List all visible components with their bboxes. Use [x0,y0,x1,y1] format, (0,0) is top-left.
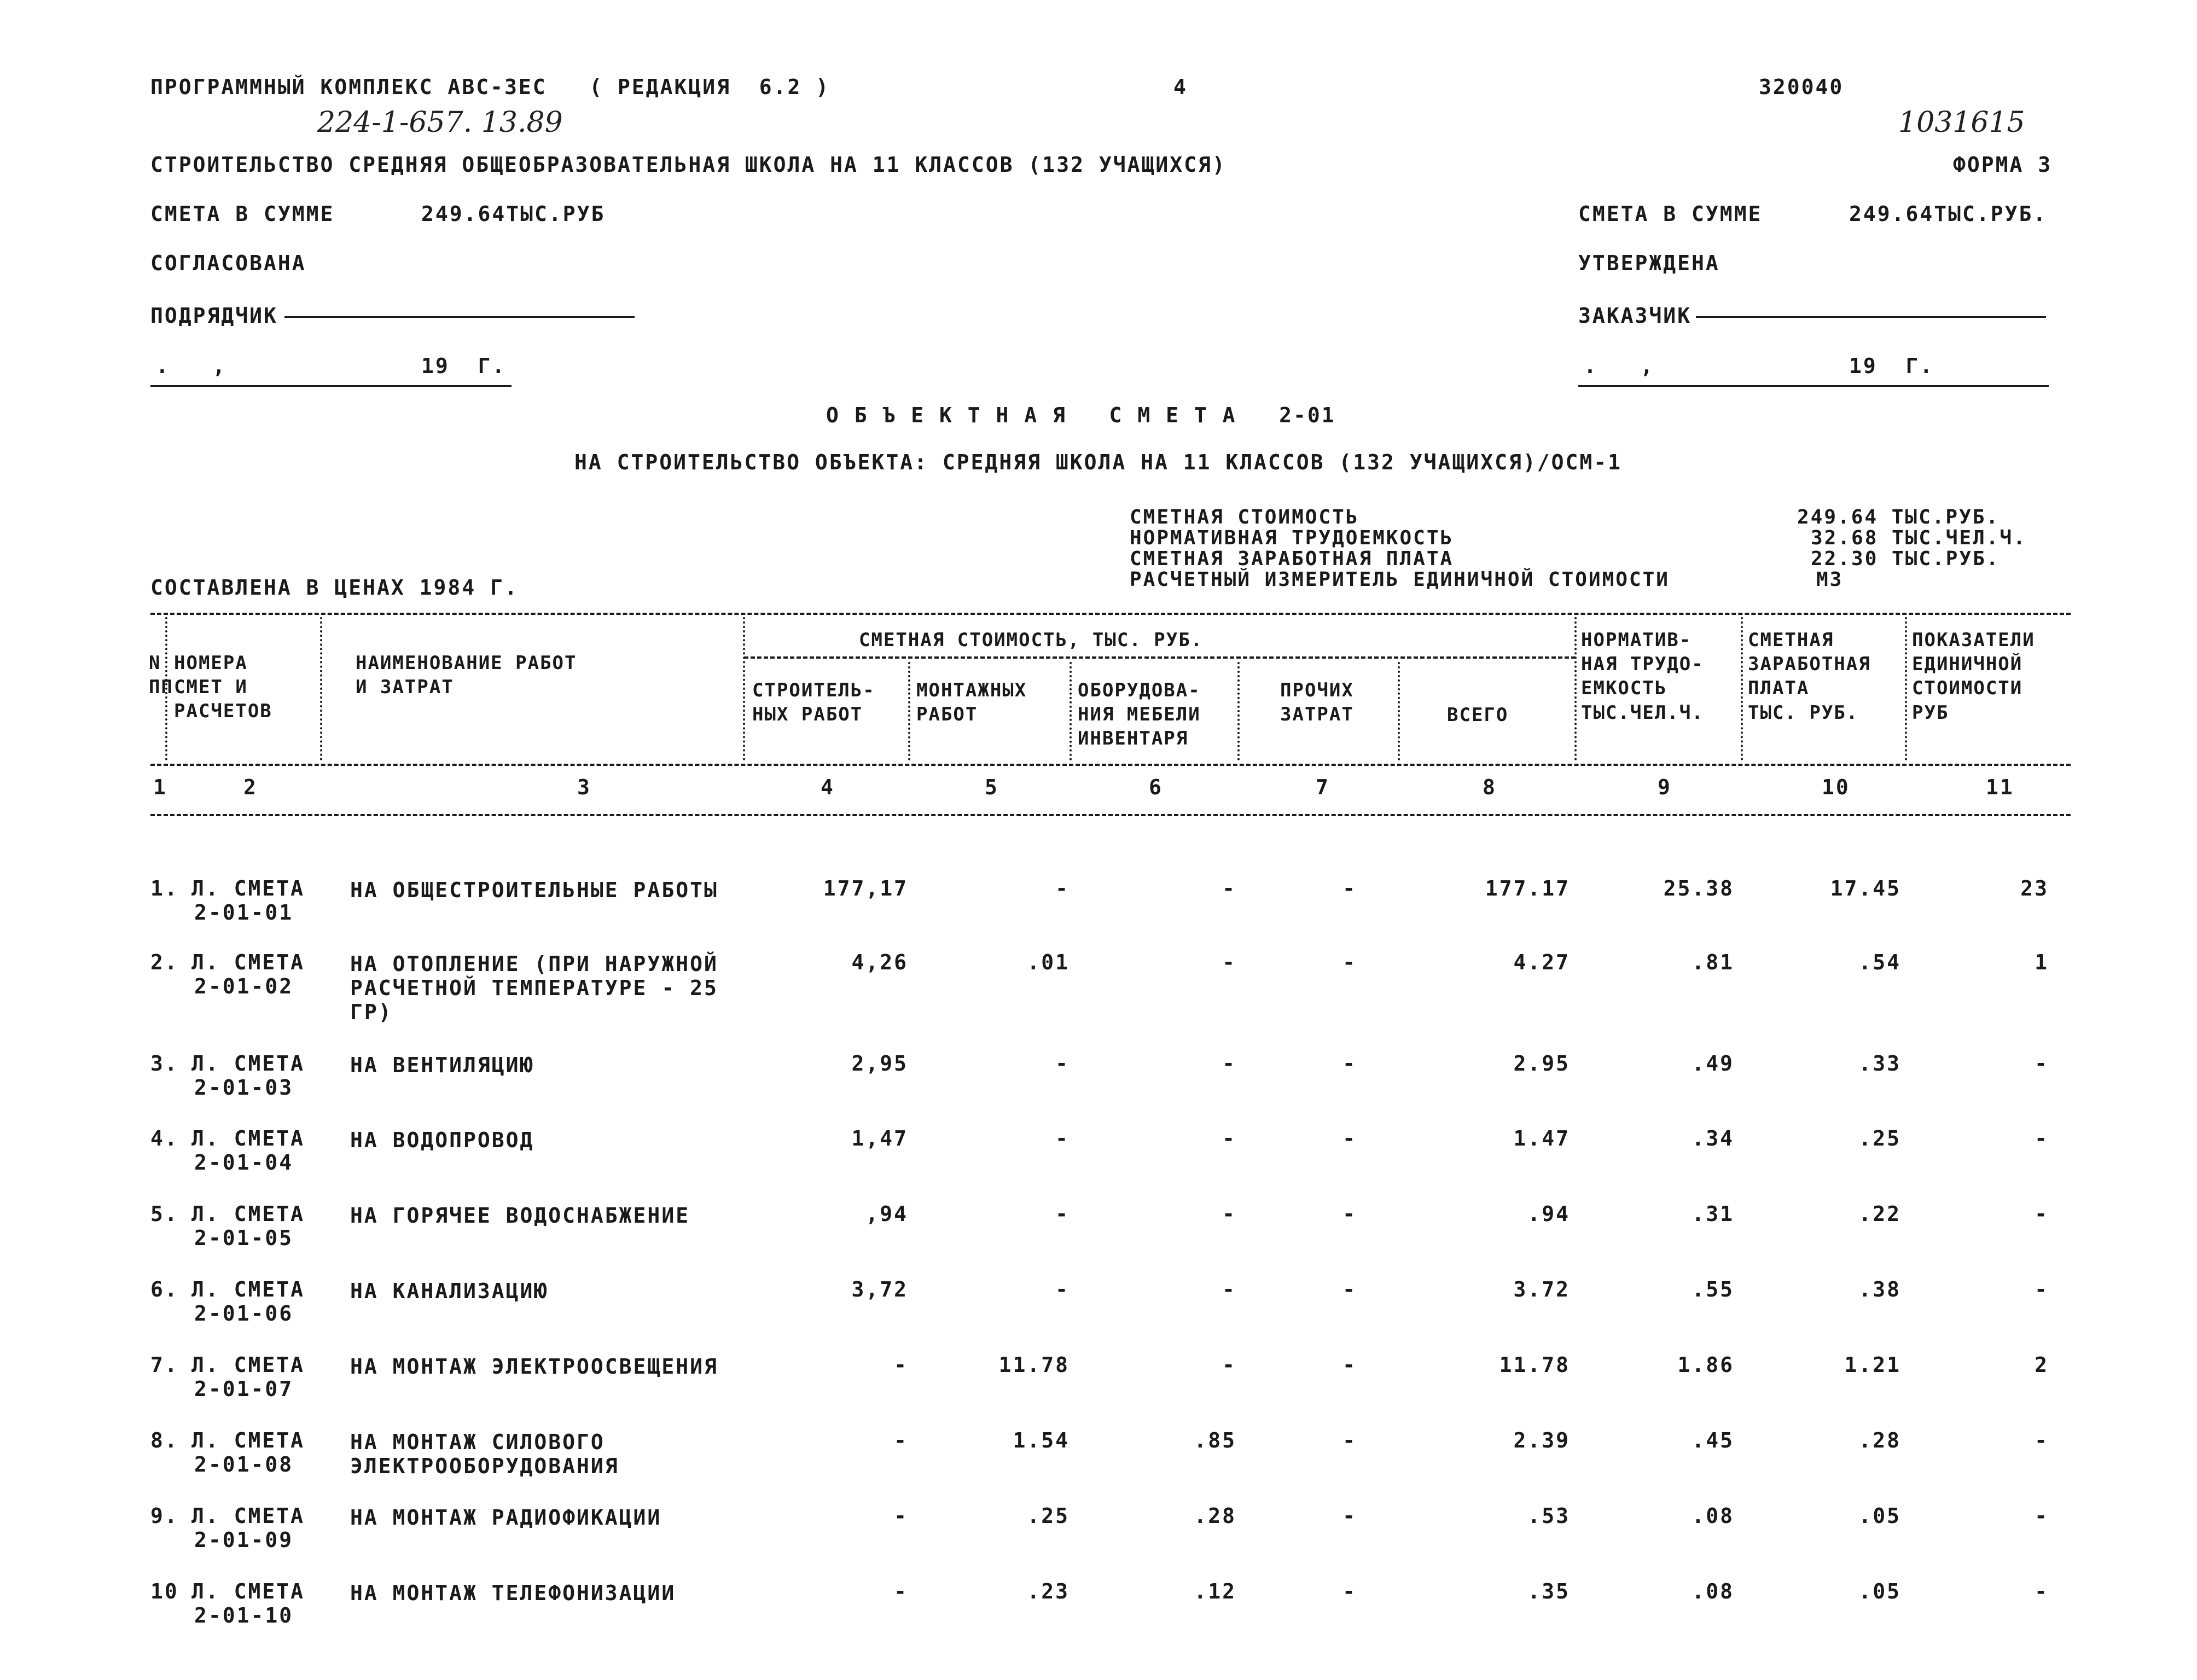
row-value-c10: .54 [1858,950,1901,974]
row-value-c11: - [2035,1504,2049,1528]
summary-value-cost: 249.64 ТЫС.РУБ. [1797,506,2000,528]
row-number: 2. [150,950,179,974]
row-value-c8: 1.47 [1513,1126,1570,1150]
left-sum-label: СМЕТА В СУММЕ [150,202,335,226]
row-estimate-code: 2-01-05 [194,1226,294,1250]
row-value-c8: 11.78 [1499,1353,1570,1377]
handwritten-inventory-number: 1031615 [1898,106,2025,139]
col-header-name: НАИМЕНОВАНИЕ РАБОТ И ЗАТРАТ [356,652,577,699]
row-value-c4: 2,95 [851,1051,908,1076]
row-value-c7: - [1342,1428,1357,1452]
row-work-name: НА ВОДОПРОВОД [350,1128,534,1152]
row-value-c5: - [1055,1051,1070,1076]
col-header-cost-group: СМЕТНАЯ СТОИМОСТЬ, ТЫС. РУБ. [859,629,1204,651]
row-doc-type: Л. СМЕТА [191,1353,305,1377]
left-date: . , [156,354,227,378]
row-estimate-code: 2-01-07 [194,1377,294,1401]
row-value-c9: .81 [1692,950,1734,974]
row-value-c8: .53 [1527,1504,1570,1528]
row-number: 1. [150,876,179,900]
row-value-c7: - [1342,1277,1357,1301]
right-date-line [1578,385,2049,387]
row-value-c8: 2.39 [1513,1428,1570,1452]
document-code: 320040 [1759,75,1844,99]
row-doc-type: Л. СМЕТА [191,1202,305,1226]
row-value-c6: - [1222,1051,1236,1076]
row-value-c11: - [2035,1277,2049,1301]
col-sep [1741,617,1743,760]
summary-value-measure: М3 [1816,568,1844,591]
row-value-c10: .28 [1858,1428,1901,1452]
row-work-name: НА МОНТАЖ СИЛОВОГО ЭЛЕКТРООБОРУДОВАНИЯ [350,1430,619,1478]
row-doc-type: Л. СМЕТА [191,1051,305,1076]
row-estimate-code: 2-01-08 [194,1452,294,1476]
contractor-label: ПОДРЯДЧИК [150,304,278,328]
column-number: 4 [821,775,835,799]
row-number: 10 [150,1579,179,1603]
row-doc-type: Л. СМЕТА [191,1428,305,1452]
customer-label: ЗАКАЗЧИК [1578,304,1692,328]
row-number: 5. [150,1202,179,1226]
column-number: 11 [1986,775,2014,799]
left-year: 19 Г. [421,354,507,378]
row-number: 9. [150,1504,179,1528]
column-number: 8 [1483,775,1497,799]
row-value-c5: - [1055,1277,1070,1301]
right-sum-label: СМЕТА В СУММЕ [1578,202,1763,226]
col-header-other: ПРОЧИХ ЗАТРАТ [1280,679,1354,726]
row-work-name: НА ГОРЯЧЕЕ ВОДОСНАБЖЕНИЕ [350,1204,690,1228]
program-info: ПРОГРАММНЫЙ КОМПЛЕКС АВС-3ЕС ( РЕДАКЦИЯ 6.2 ) [150,75,830,99]
row-doc-type: Л. СМЕТА [191,1126,305,1150]
row-value-c7: - [1342,1126,1357,1150]
row-doc-type: Л. СМЕТА [191,1579,305,1603]
row-value-c7: - [1342,1051,1357,1076]
row-value-c10: 17.45 [1830,876,1901,900]
row-doc-type: Л. СМЕТА [191,1504,305,1528]
summary-label-labor: НОРМАТИВНАЯ ТРУДОЕМКОСТЬ [1130,527,1454,549]
column-number: 9 [1658,775,1672,799]
col-sep [1070,662,1072,760]
row-value-c10: 1.21 [1844,1353,1901,1377]
row-value-c8: 4.27 [1513,950,1570,974]
row-value-c5: 1.54 [1013,1428,1070,1452]
column-number: 1 [153,775,167,799]
col-sep [1398,662,1400,760]
col-header-indicator: ПОКАЗАТЕЛИ ЕДИНИЧНОЙ СТОИМОСТИ РУБ [1912,629,2035,724]
row-value-c9: 25.38 [1663,876,1734,900]
row-value-c7: - [1342,1579,1357,1603]
row-value-c5: - [1055,1126,1070,1150]
row-value-c11: - [2035,1202,2049,1226]
row-number: 3. [150,1051,179,1076]
column-number: 2 [243,775,258,799]
col-header-construction: СТРОИТЕЛЬ- НЫХ РАБОТ [752,679,875,726]
summary-value-wage: 22.30 ТЫС.РУБ. [1811,548,2000,570]
left-date-line [150,385,512,387]
col-header-no: N ПП [149,652,173,699]
summary-label-cost: СМЕТНАЯ СТОИМОСТЬ [1130,506,1359,528]
row-value-c11: - [2035,1051,2049,1076]
row-value-c10: .05 [1858,1579,1901,1603]
row-value-c9: .45 [1692,1428,1734,1452]
construction-title: СТРОИТЕЛЬСТВО СРЕДНЯЯ ОБЩЕОБРАЗОВАТЕЛЬНАЯ ШКОЛА НА 11 КЛАССОВ (132 УЧАЩИХСЯ) [150,153,1227,177]
customer-signature-line [1696,316,2046,318]
col-header-mounting: МОНТАЖНЫХ РАБОТ [916,679,1027,726]
row-value-c6: - [1222,1353,1236,1377]
row-value-c6: - [1222,950,1236,974]
row-estimate-code: 2-01-06 [194,1301,294,1326]
row-value-c4: - [894,1428,908,1452]
col-sep [320,617,322,760]
col-header-wage: СМЕТНАЯ ЗАРАБОТНАЯ ПЛАТА ТЫС. РУБ. [1748,629,1871,724]
header-bottom-rule [150,764,2071,766]
row-value-c5: .23 [1027,1579,1070,1603]
row-value-c6: .28 [1194,1504,1236,1528]
summary-value-labor: 32.68 ТЫС.ЧЕЛ.Ч. [1811,527,2027,549]
row-value-c7: - [1342,1202,1357,1226]
row-value-c11: 2 [2035,1353,2049,1377]
row-value-c4: 4,26 [851,950,908,974]
estimate-title: О Б Ъ Е К Т Н А Я С М Е Т А 2-01 [826,403,1336,427]
col-header-numbers: НОМЕРА СМЕТ И РАСЧЕТОВ [174,652,272,723]
col-sep [1905,617,1907,760]
row-estimate-code: 2-01-03 [194,1076,294,1100]
row-value-c6: - [1222,1202,1236,1226]
row-value-c9: .31 [1692,1202,1734,1226]
col-header-equipment: ОБОРУДОВА- НИЯ МЕБЕЛИ ИНВЕНТАРЯ [1078,679,1201,750]
row-value-c6: .12 [1194,1579,1236,1603]
row-work-name: НА ОБЩЕСТРОИТЕЛЬНЫЕ РАБОТЫ [350,878,718,902]
row-value-c10: .22 [1858,1202,1901,1226]
form-number: ФОРМА 3 [1953,153,2053,177]
row-work-name: НА МОНТАЖ ТЕЛЕФОНИЗАЦИИ [350,1581,676,1605]
row-value-c9: .34 [1692,1126,1734,1150]
row-value-c7: - [1342,876,1357,900]
row-value-c8: 3.72 [1513,1277,1570,1301]
row-value-c6: - [1222,876,1236,900]
row-value-c10: .05 [1858,1504,1901,1528]
column-number: 7 [1316,775,1330,799]
row-value-c7: - [1342,1353,1357,1377]
row-value-c11: - [2035,1579,2049,1603]
approved-label: УТВЕРЖДЕНА [1578,251,1720,275]
row-number: 6. [150,1277,179,1301]
left-sum-value: 249.64ТЫС.РУБ [421,202,606,226]
row-estimate-code: 2-01-09 [194,1528,294,1552]
right-year: 19 Г. [1849,354,1934,378]
row-value-c10: .33 [1858,1051,1901,1076]
col-sep [743,617,745,760]
row-work-name: НА МОНТАЖ РАДИОФИКАЦИИ [350,1505,662,1530]
row-number: 7. [150,1353,179,1377]
row-value-c11: - [2035,1126,2049,1150]
row-value-c5: 11.78 [998,1353,1070,1377]
right-sum-value: 249.64ТЫС.РУБ. [1849,202,2048,226]
column-number: 3 [577,775,591,799]
object-title: НА СТРОИТЕЛЬСТВО ОБЪЕКТА: СРЕДНЯЯ ШКОЛА НА 11 КЛАССОВ (132 УЧАЩИХСЯ)/ОСМ-1 [574,450,1622,474]
row-value-c9: .08 [1692,1504,1734,1528]
row-value-c7: - [1342,950,1357,974]
col-sep [1237,662,1240,760]
row-estimate-code: 2-01-10 [194,1603,294,1627]
row-number: 8. [150,1428,179,1452]
row-doc-type: Л. СМЕТА [191,876,305,900]
summary-label-measure: РАСЧЕТНЫЙ ИЗМЕРИТЕЛЬ ЕДИНИЧНОЙ СТОИМОСТИ [1130,568,1670,591]
row-value-c4: - [894,1579,908,1603]
row-value-c8: .94 [1527,1202,1570,1226]
summary-label-wage: СМЕТНАЯ ЗАРАБОТНАЯ ПЛАТА [1130,548,1454,570]
cost-group-rule [744,656,1576,659]
row-value-c11: - [2035,1428,2049,1452]
row-value-c9: .55 [1692,1277,1734,1301]
row-value-c11: 23 [2020,876,2049,900]
row-value-c9: .08 [1692,1579,1734,1603]
agreed-label: СОГЛАСОВАНА [150,251,306,275]
row-value-c7: - [1342,1504,1357,1528]
column-number: 5 [985,775,999,799]
numbers-bottom-rule [150,814,2071,816]
row-value-c4: - [894,1504,908,1528]
row-value-c10: .25 [1858,1126,1901,1150]
col-header-total: ВСЕГО [1447,704,1509,726]
row-value-c8: 2.95 [1513,1051,1570,1076]
row-value-c4: 3,72 [851,1277,908,1301]
column-number: 10 [1822,775,1850,799]
col-header-labor: НОРМАТИВ- НАЯ ТРУДО- ЕМКОСТЬ ТЫС.ЧЕЛ.Ч. [1581,629,1704,724]
row-doc-type: Л. СМЕТА [191,950,305,974]
row-estimate-code: 2-01-01 [194,900,294,925]
right-date: . , [1584,354,1655,378]
table-top-rule [150,613,2071,615]
row-value-c9: .49 [1692,1051,1734,1076]
row-number: 4. [150,1126,179,1150]
row-value-c6: .85 [1194,1428,1236,1452]
row-work-name: НА ОТОПЛЕНИЕ (ПРИ НАРУЖНОЙ РАСЧЕТНОЙ ТЕМПЕРАТУРЕ - 25 ГР) [350,952,718,1024]
row-value-c4: 177,17 [823,876,908,900]
col-sep [908,662,910,760]
row-value-c11: 1 [2035,950,2049,974]
row-estimate-code: 2-01-04 [194,1150,294,1175]
row-value-c6: - [1222,1126,1236,1150]
row-value-c4: ,94 [865,1202,908,1226]
row-estimate-code: 2-01-02 [194,974,294,998]
row-work-name: НА КАНАЛИЗАЦИЮ [350,1279,549,1303]
row-value-c4: 1,47 [851,1126,908,1150]
contractor-signature-line [284,316,635,318]
row-value-c5: .01 [1027,950,1070,974]
col-sep [1574,617,1577,760]
row-value-c5: .25 [1027,1504,1070,1528]
page-number: 4 [1173,75,1188,99]
row-value-c8: .35 [1527,1579,1570,1603]
row-value-c9: 1.86 [1677,1353,1734,1377]
row-work-name: НА ВЕНТИЛЯЦИЮ [350,1053,534,1077]
row-value-c5: - [1055,876,1070,900]
row-value-c5: - [1055,1202,1070,1226]
row-work-name: НА МОНТАЖ ЭЛЕКТРООСВЕЩЕНИЯ [350,1355,718,1379]
row-doc-type: Л. СМЕТА [191,1277,305,1301]
compiled-prices: СОСТАВЛЕНА В ЦЕНАХ 1984 Г. [150,575,519,600]
handwritten-project-number: 224-1-657. 13.89 [317,106,563,139]
row-value-c4: - [894,1353,908,1377]
row-value-c6: - [1222,1277,1236,1301]
row-value-c8: 177.17 [1485,876,1570,900]
row-value-c10: .38 [1858,1277,1901,1301]
column-number: 6 [1149,775,1163,799]
